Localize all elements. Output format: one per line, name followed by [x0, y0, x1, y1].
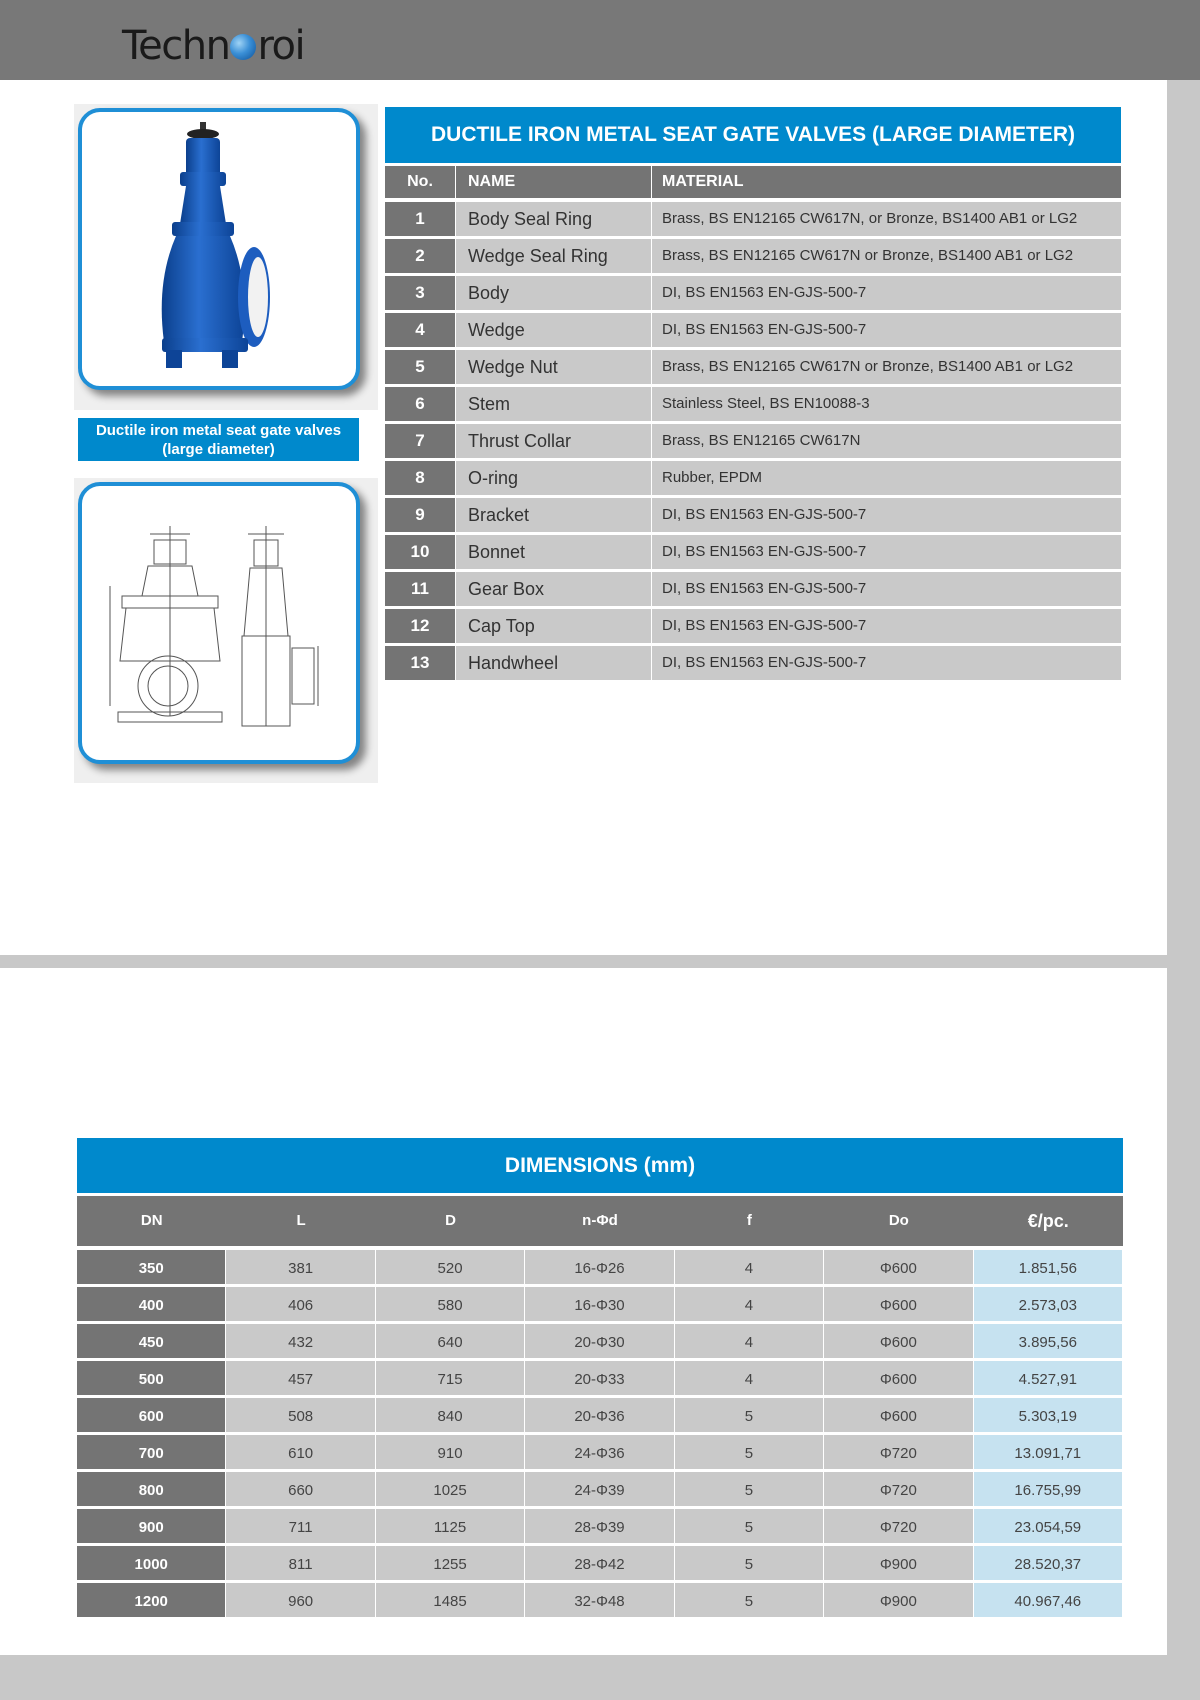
table-cell: 5 [675, 1583, 823, 1617]
table-row [385, 276, 1121, 313]
globe-icon [230, 34, 256, 60]
part-name: Thrust Collar [456, 424, 651, 458]
table-row [77, 1398, 1123, 1435]
dimensions-table-header [77, 1196, 1123, 1246]
table-cell: 520 [376, 1250, 524, 1284]
dn-cell: 900 [77, 1509, 225, 1543]
table-cell: 16-Φ26 [525, 1250, 673, 1284]
product-caption: Ductile iron metal seat gate valves (large diameter) [78, 418, 359, 461]
table-cell: Φ600 [824, 1287, 972, 1321]
header-no: No. [385, 166, 455, 198]
column-header: €/pc. [1027, 1211, 1069, 1231]
table-cell: 711 [226, 1509, 374, 1543]
part-number: 7 [385, 424, 455, 458]
part-number: 1 [385, 202, 455, 236]
section-divider [0, 955, 1167, 968]
table-cell: 5 [675, 1546, 823, 1580]
table-cell: Φ900 [824, 1546, 972, 1580]
table-row [77, 1250, 1123, 1287]
part-number: 3 [385, 276, 455, 310]
part-material: DI, BS EN1563 EN-GJS-500-7 [652, 572, 1121, 606]
table-row [77, 1435, 1123, 1472]
part-number: 11 [385, 572, 455, 606]
table-cell: 910 [376, 1435, 524, 1469]
table-row [77, 1472, 1123, 1509]
table-cell: 381 [226, 1250, 374, 1284]
dn-cell: 350 [77, 1250, 225, 1284]
table-cell: 508 [226, 1398, 374, 1432]
table-cell: Φ720 [824, 1435, 972, 1469]
price-cell: 4.527,91 [974, 1361, 1122, 1395]
column-header: n-Φd [582, 1212, 618, 1229]
part-name: Bonnet [456, 535, 651, 569]
table-row [77, 1583, 1123, 1620]
table-cell: 16-Φ30 [525, 1287, 673, 1321]
brand-logo [122, 23, 305, 69]
dimensions-table-body [77, 1250, 1123, 1620]
valve-photo [82, 112, 356, 386]
part-name: Wedge Seal Ring [456, 239, 651, 273]
column-header: L [296, 1212, 306, 1229]
footer-bar [0, 1655, 1200, 1700]
table-cell: Φ720 [824, 1509, 972, 1543]
logo-text-end: roi [257, 23, 305, 69]
price-cell: 1.851,56 [974, 1250, 1122, 1284]
table-cell: Φ600 [824, 1324, 972, 1358]
table-cell: 811 [226, 1546, 374, 1580]
table-cell: 960 [226, 1583, 374, 1617]
part-name: Gear Box [456, 572, 651, 606]
column-header: Do [888, 1212, 909, 1229]
table-row [385, 498, 1121, 535]
technical-drawing [82, 486, 356, 760]
column-header: D [445, 1212, 456, 1229]
table-cell: 24-Φ36 [525, 1435, 673, 1469]
table-row [385, 313, 1121, 350]
dn-cell: 450 [77, 1324, 225, 1358]
part-material: Brass, BS EN12165 CW617N or Bronze, BS1400 AB1 or LG2 [652, 239, 1121, 273]
part-material: Rubber, EPDM [652, 461, 1121, 495]
table-row [385, 424, 1121, 461]
table-row [385, 535, 1121, 572]
table-cell: 5 [675, 1472, 823, 1506]
part-material: Brass, BS EN12165 CW617N or Bronze, BS1400 AB1 or LG2 [652, 350, 1121, 384]
part-material: DI, BS EN1563 EN-GJS-500-7 [652, 276, 1121, 310]
table-cell: 432 [226, 1324, 374, 1358]
table-cell: 457 [226, 1361, 374, 1395]
table-cell: Φ900 [824, 1583, 972, 1617]
table-cell: 1255 [376, 1546, 524, 1580]
table-cell: 20-Φ36 [525, 1398, 673, 1432]
table-row [77, 1509, 1123, 1546]
table-row [385, 609, 1121, 646]
parts-table-title: DUCTILE IRON METAL SEAT GATE VALVES (LARGE DIAMETER) [385, 107, 1121, 163]
part-name: Wedge [456, 313, 651, 347]
valve-photo-frame [74, 104, 378, 410]
right-margin-bar [1167, 80, 1200, 1700]
part-number: 9 [385, 498, 455, 532]
table-row [385, 350, 1121, 387]
column-header: DN [140, 1212, 163, 1229]
drawing-frame [74, 478, 378, 783]
parts-table-header [385, 166, 1121, 198]
part-name: Wedge Nut [456, 350, 651, 384]
table-cell: 4 [675, 1250, 823, 1284]
dn-cell: 600 [77, 1398, 225, 1432]
price-cell: 23.054,59 [974, 1509, 1122, 1543]
price-cell: 3.895,56 [974, 1324, 1122, 1358]
table-cell: 1125 [376, 1509, 524, 1543]
table-row [385, 202, 1121, 239]
table-cell: 640 [376, 1324, 524, 1358]
price-cell: 13.091,71 [974, 1435, 1122, 1469]
table-cell: Φ600 [824, 1361, 972, 1395]
dn-cell: 800 [77, 1472, 225, 1506]
part-number: 6 [385, 387, 455, 421]
part-material: Brass, BS EN12165 CW617N, or Bronze, BS1400 AB1 or LG2 [652, 202, 1121, 236]
part-material: DI, BS EN1563 EN-GJS-500-7 [652, 535, 1121, 569]
part-number: 13 [385, 646, 455, 680]
table-row [385, 239, 1121, 276]
table-cell: 24-Φ39 [525, 1472, 673, 1506]
table-cell: 32-Φ48 [525, 1583, 673, 1617]
table-cell: Φ600 [824, 1250, 972, 1284]
part-number: 2 [385, 239, 455, 273]
table-cell: Φ720 [824, 1472, 972, 1506]
part-material: Brass, BS EN12165 CW617N [652, 424, 1121, 458]
dn-cell: 500 [77, 1361, 225, 1395]
table-cell: 1485 [376, 1583, 524, 1617]
table-cell: 4 [675, 1361, 823, 1395]
table-cell: Φ600 [824, 1398, 972, 1432]
table-row [77, 1287, 1123, 1324]
table-row [385, 461, 1121, 498]
part-number: 12 [385, 609, 455, 643]
part-material: DI, BS EN1563 EN-GJS-500-7 [652, 313, 1121, 347]
table-row [385, 646, 1121, 683]
table-row [77, 1324, 1123, 1361]
table-cell: 20-Φ30 [525, 1324, 673, 1358]
part-number: 5 [385, 350, 455, 384]
table-cell: 840 [376, 1398, 524, 1432]
part-name: Bracket [456, 498, 651, 532]
table-cell: 610 [226, 1435, 374, 1469]
table-cell: 660 [226, 1472, 374, 1506]
table-cell: 406 [226, 1287, 374, 1321]
price-cell: 2.573,03 [974, 1287, 1122, 1321]
price-cell: 5.303,19 [974, 1398, 1122, 1432]
parts-table-body [385, 202, 1121, 683]
dn-cell: 1000 [77, 1546, 225, 1580]
dn-cell: 400 [77, 1287, 225, 1321]
header-name: NAME [456, 166, 651, 198]
part-name: Body [456, 276, 651, 310]
part-name: O-ring [456, 461, 651, 495]
dn-cell: 1200 [77, 1583, 225, 1617]
table-cell: 4 [675, 1287, 823, 1321]
table-row [385, 387, 1121, 424]
price-cell: 40.967,46 [974, 1583, 1122, 1617]
table-cell: 5 [675, 1435, 823, 1469]
table-cell: 28-Φ39 [525, 1509, 673, 1543]
table-cell: 28-Φ42 [525, 1546, 673, 1580]
part-name: Handwheel [456, 646, 651, 680]
table-row [77, 1546, 1123, 1583]
part-name: Stem [456, 387, 651, 421]
header-material: MATERIAL [652, 166, 1121, 198]
logo-text-start: Techn [122, 23, 230, 69]
part-number: 4 [385, 313, 455, 347]
part-material: DI, BS EN1563 EN-GJS-500-7 [652, 646, 1121, 680]
table-cell: 580 [376, 1287, 524, 1321]
price-cell: 28.520,37 [974, 1546, 1122, 1580]
part-material: DI, BS EN1563 EN-GJS-500-7 [652, 498, 1121, 532]
part-number: 8 [385, 461, 455, 495]
part-material: Stainless Steel, BS EN10088-3 [652, 387, 1121, 421]
table-cell: 5 [675, 1509, 823, 1543]
column-header: f [746, 1212, 752, 1229]
table-cell: 4 [675, 1324, 823, 1358]
table-row [385, 572, 1121, 609]
dimensions-table-title: DIMENSIONS (mm) [77, 1138, 1123, 1193]
table-cell: 1025 [376, 1472, 524, 1506]
table-row [77, 1361, 1123, 1398]
table-cell: 715 [376, 1361, 524, 1395]
dn-cell: 700 [77, 1435, 225, 1469]
price-cell: 16.755,99 [974, 1472, 1122, 1506]
table-cell: 20-Φ33 [525, 1361, 673, 1395]
part-material: DI, BS EN1563 EN-GJS-500-7 [652, 609, 1121, 643]
part-number: 10 [385, 535, 455, 569]
part-name: Cap Top [456, 609, 651, 643]
table-cell: 5 [675, 1398, 823, 1432]
part-name: Body Seal Ring [456, 202, 651, 236]
